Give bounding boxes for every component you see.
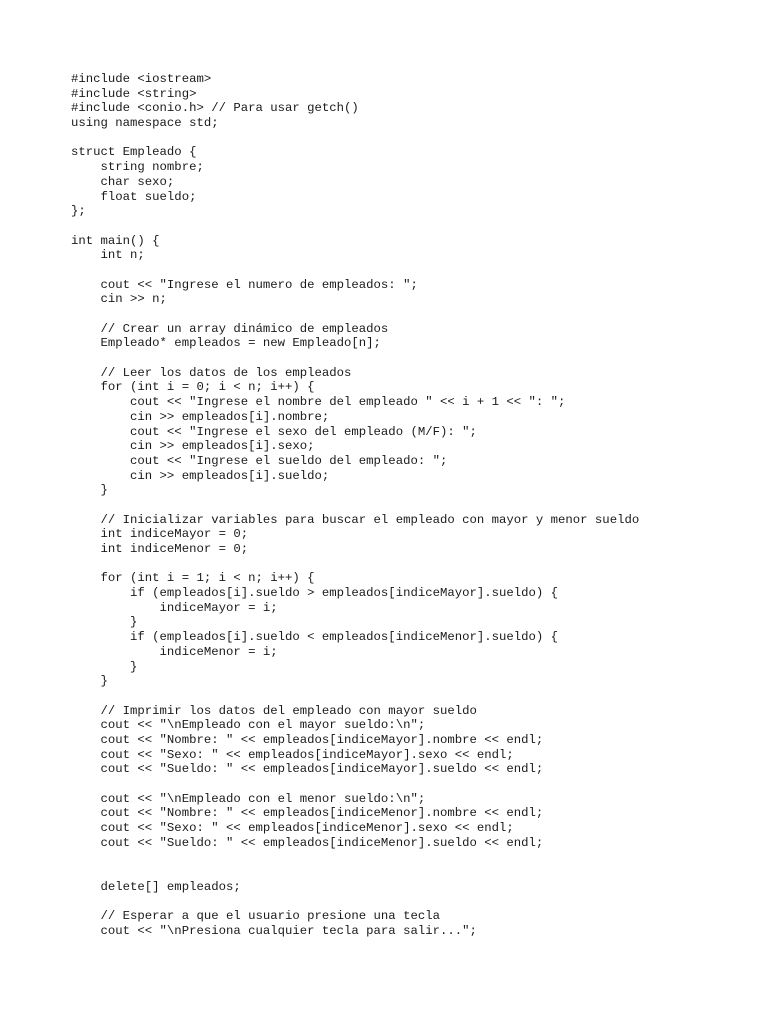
code-line: #include <conio.h> // Para usar getch() bbox=[71, 101, 359, 116]
code-line bbox=[71, 307, 639, 322]
code-line: int main() { bbox=[71, 233, 160, 248]
code-line: indiceMenor = i; bbox=[71, 644, 278, 659]
code-line bbox=[71, 850, 639, 865]
code-line: for (int i = 1; i < n; i++) { bbox=[71, 571, 315, 586]
code-line: struct Empleado { bbox=[71, 145, 197, 160]
code-line: cout << "Sexo: " << empleados[indiceMayor].sexo << endl; bbox=[71, 747, 514, 762]
code-line: cout << "Nombre: " << empleados[indiceMenor].nombre << endl; bbox=[71, 806, 544, 821]
code-line: cout << "Ingrese el sueldo del empleado: "; bbox=[71, 453, 448, 468]
code-line bbox=[71, 557, 639, 572]
code-line bbox=[71, 351, 639, 366]
code-line: } bbox=[71, 674, 108, 689]
code-line: // Inicializar variables para buscar el empleado con mayor y menor sueldo bbox=[71, 512, 640, 527]
code-line: cout << "Ingrese el sexo del empleado (M/F): "; bbox=[71, 424, 477, 439]
code-line: if (empleados[i].sueldo < empleados[indiceMenor].sueldo) { bbox=[71, 630, 559, 645]
code-line: } bbox=[71, 615, 138, 630]
code-line: Empleado* empleados = new Empleado[n]; bbox=[71, 336, 381, 351]
code-line: #include <iostream> bbox=[71, 72, 212, 86]
code-line: } bbox=[71, 659, 138, 674]
code-line: char sexo; bbox=[71, 174, 175, 189]
code-line bbox=[71, 689, 639, 704]
code-line: float sueldo; bbox=[71, 189, 197, 204]
code-line bbox=[71, 865, 639, 880]
code-line: int indiceMenor = 0; bbox=[71, 542, 249, 556]
code-line bbox=[71, 263, 639, 278]
code-line: cout << "Nombre: " << empleados[indiceMayor].nombre << endl; bbox=[71, 732, 544, 747]
code-line: cin >> n; bbox=[71, 292, 167, 307]
code-line: cout << "Ingrese el numero de empleados: "; bbox=[71, 277, 418, 292]
code-line: cout << "Sueldo: " << empleados[indiceMenor].sueldo << endl; bbox=[71, 835, 544, 850]
code-line: // Crear un array dinámico de empleados bbox=[71, 321, 389, 336]
code-line: cin >> empleados[i].sueldo; bbox=[71, 468, 330, 483]
code-line: cout << "Sexo: " << empleados[indiceMenor].sexo << endl; bbox=[71, 821, 514, 836]
code-line: for (int i = 0; i < n; i++) { bbox=[71, 380, 315, 395]
code-block bbox=[71, 72, 639, 939]
code-line: using namespace std; bbox=[71, 116, 219, 131]
code-line: cout << "Sueldo: " << empleados[indiceMayor].sueldo << endl; bbox=[71, 762, 544, 777]
code-line: if (empleados[i].sueldo > empleados[indiceMayor].sueldo) { bbox=[71, 586, 559, 601]
code-line: indiceMayor = i; bbox=[71, 600, 278, 615]
code-line bbox=[71, 498, 639, 513]
code-line: cout << "Ingrese el nombre del empleado " << i + 1 << ": "; bbox=[71, 395, 566, 410]
code-line: string nombre; bbox=[71, 160, 204, 175]
code-line: int indiceMayor = 0; bbox=[71, 527, 249, 542]
code-line bbox=[71, 895, 639, 910]
code-line bbox=[71, 777, 639, 792]
code-line: cout << "\nPresiona cualquier tecla para salir..."; bbox=[71, 923, 477, 938]
code-line: #include <string> bbox=[71, 86, 197, 101]
code-line: cout << "\nEmpleado con el menor sueldo:\n"; bbox=[71, 791, 426, 806]
code-line: delete[] empleados; bbox=[71, 879, 241, 894]
code-line: // Esperar a que el usuario presione una tecla bbox=[71, 909, 440, 924]
code-line: // Leer los datos de los empleados bbox=[71, 365, 352, 380]
code-line: cin >> empleados[i].sexo; bbox=[71, 439, 315, 454]
code-line: }; bbox=[71, 204, 86, 219]
code-line: cout << "\nEmpleado con el mayor sueldo:\n"; bbox=[71, 718, 426, 733]
code-line: cin >> empleados[i].nombre; bbox=[71, 409, 330, 424]
code-line bbox=[71, 131, 639, 146]
code-line bbox=[71, 219, 639, 234]
code-line: // Imprimir los datos del empleado con mayor sueldo bbox=[71, 703, 477, 718]
code-line: } bbox=[71, 483, 108, 498]
code-line: int n; bbox=[71, 248, 145, 263]
